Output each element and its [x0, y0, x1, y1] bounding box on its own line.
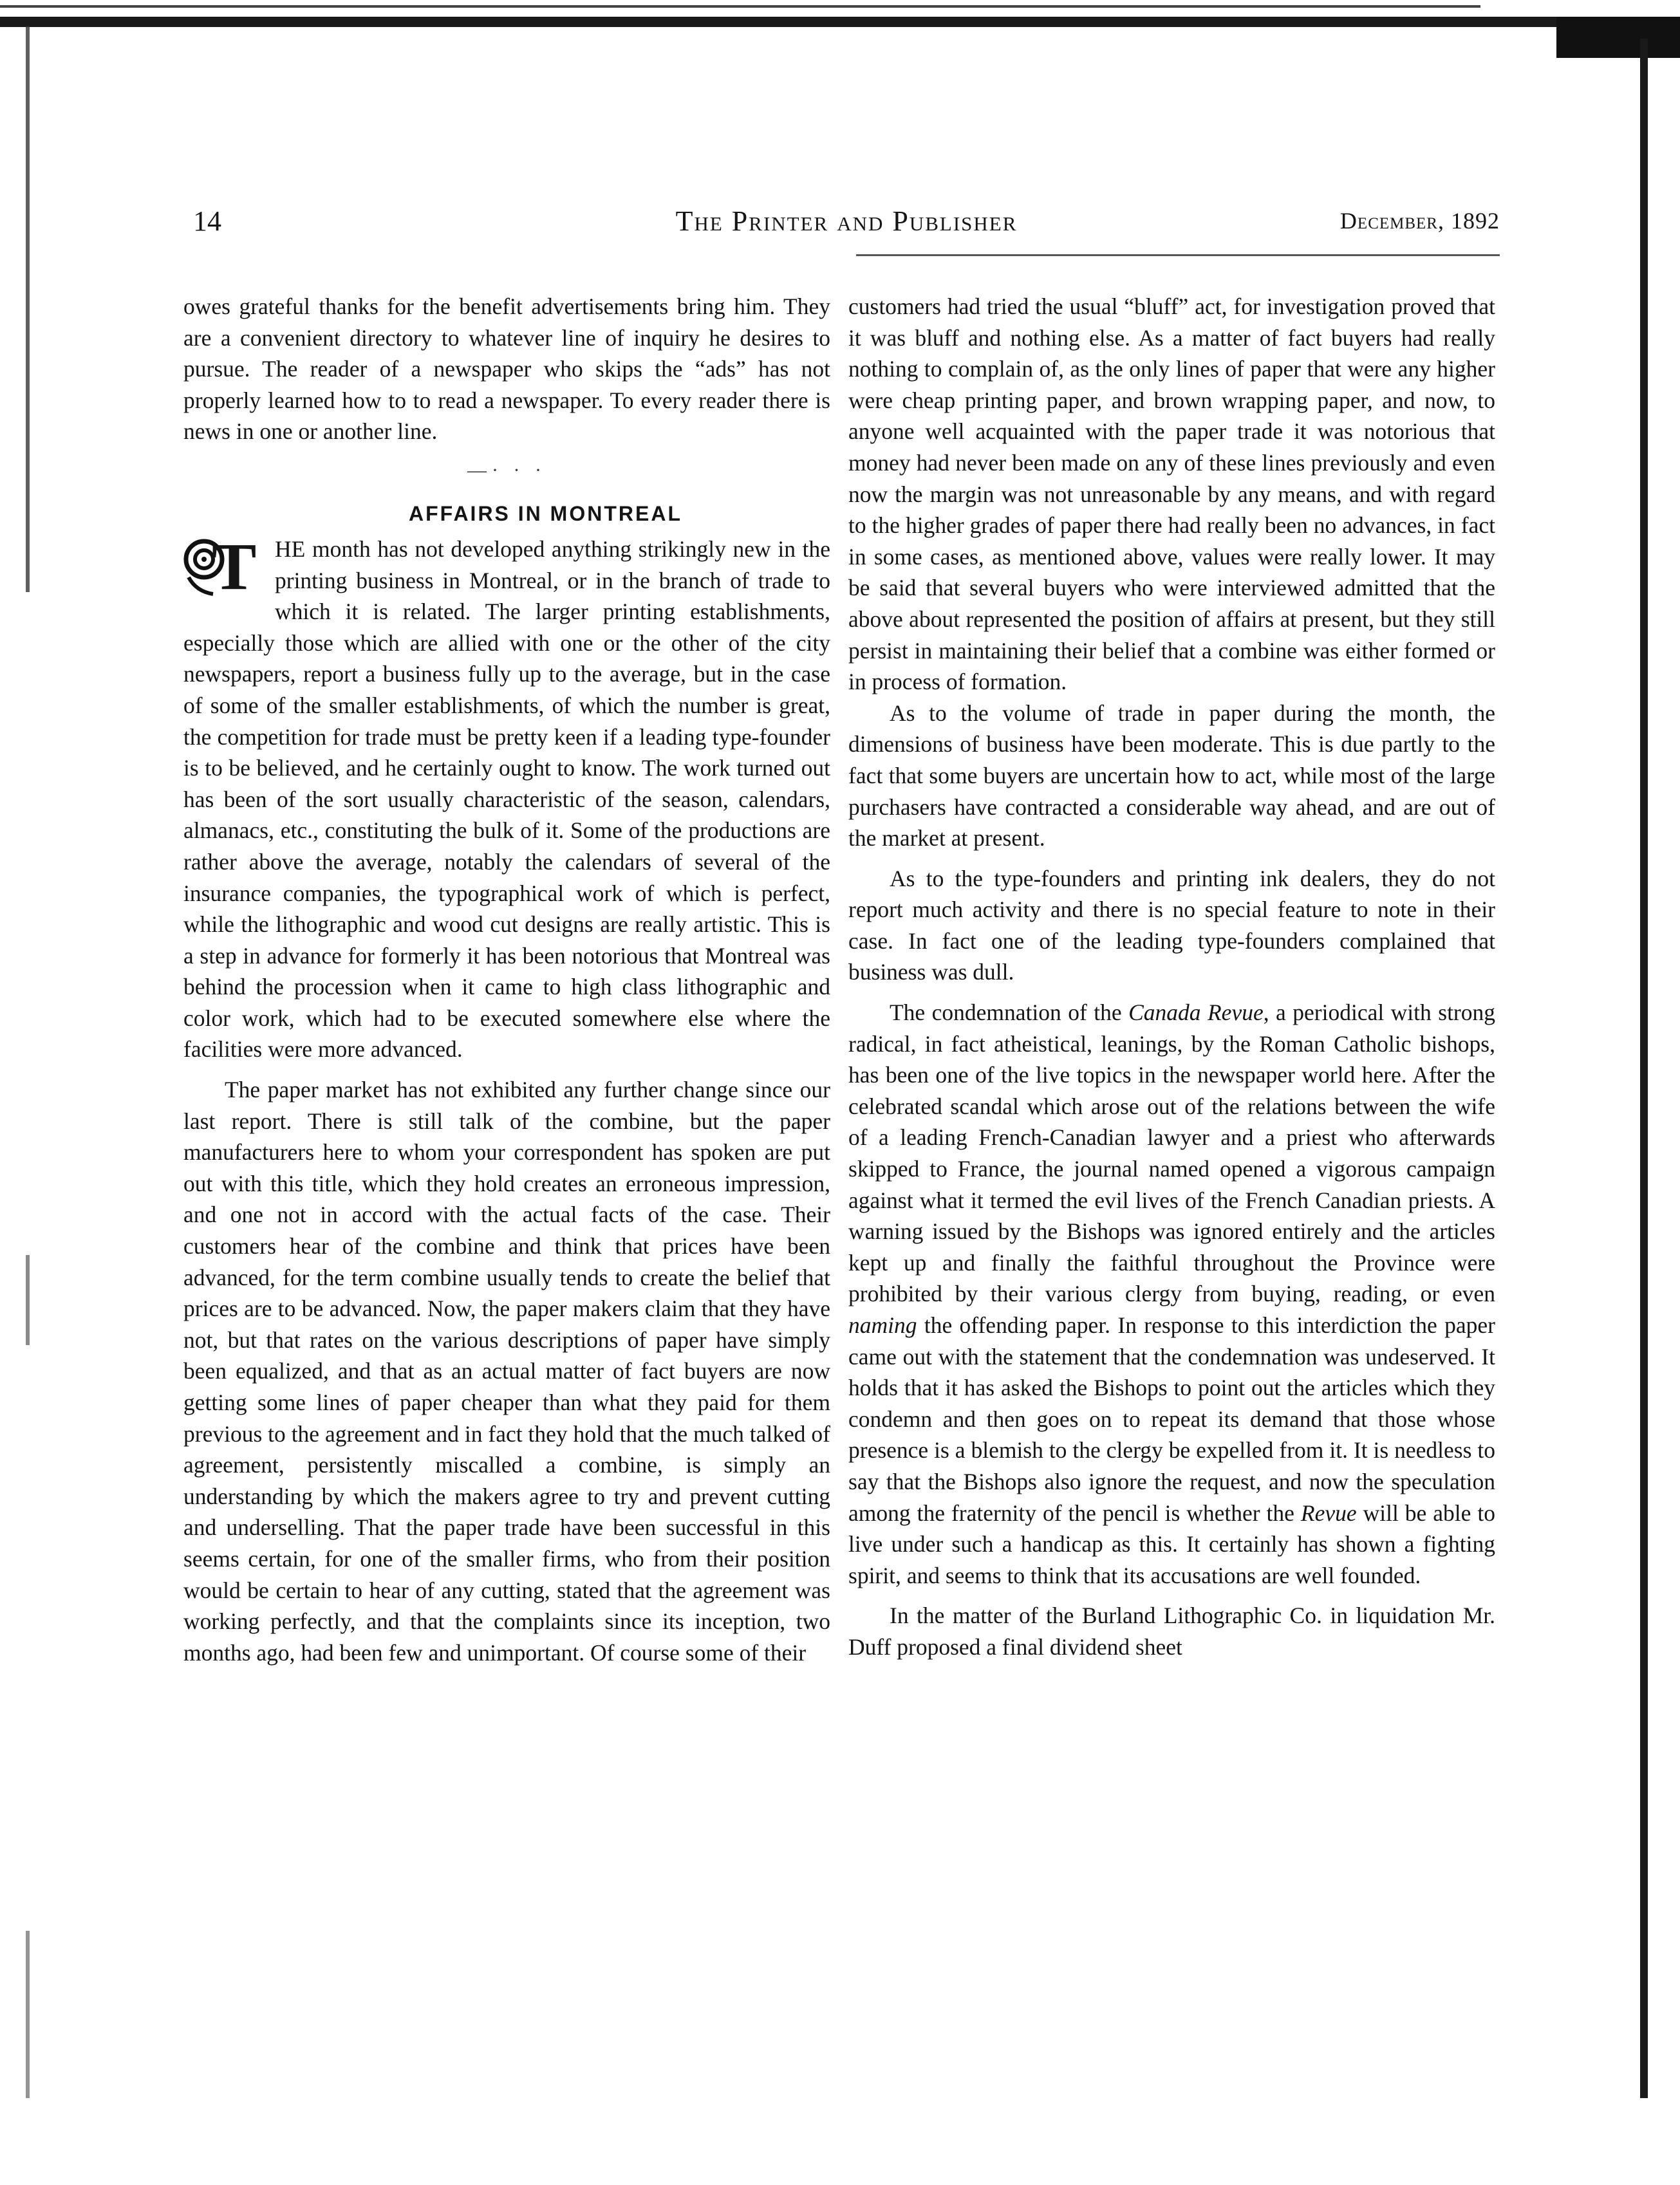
paragraph-text: will be able to live under such a handicap as this. It certainly has shown a fighting spirit, and seems to think that its accusations are well founded.	[848, 1500, 1495, 1588]
emphasis-text: naming	[848, 1312, 917, 1338]
section-break: —· · ·	[467, 459, 546, 481]
lead-in-text: HE	[275, 535, 306, 562]
article-heading: AFFAIRS IN MONTREAL	[409, 501, 682, 525]
right-column	[848, 291, 1495, 1663]
paragraph-text: , a periodical with strong radical, in fact atheistical, leanings, by the Roman Catholic bishops, has been one of the live topics in the newspaper world here. After the celebrated scandal which arose out of the relations between the wife of a leading French-Canadian lawyer and a priest who afterwards skipped to France, the journal named opened a vigorous campaign against what it termed the evil lives of the French Canadian priests. A warning issued by the Bishops was ignored entirely and the articles kept up and finally the faithful throughout the Province were prohibited by their various clergy from buying, reading, or even	[848, 1000, 1495, 1307]
periodical-title: Canada Revue	[1128, 1000, 1264, 1026]
periodical-title: Revue	[1300, 1500, 1357, 1526]
paragraph-text: The condemnation of the	[890, 1000, 1129, 1026]
scan-left-edge-mark	[26, 1931, 30, 2098]
page-number: 14	[193, 205, 221, 237]
drop-cap-letter: T	[212, 529, 257, 604]
continued-paragraph: owes grateful thanks for the benefit advertisements bring him. They are a convenient directory to whatever line of inquiry he desires to pursue. The reader of a newspaper who skips the “ads” has not properly learned how to to read a newspaper. To every reader there is news in one or another line.	[183, 293, 830, 445]
masthead-title: The Printer and Publisher	[675, 205, 1018, 237]
header-rule	[856, 254, 1500, 256]
paragraph-text: the offending paper. In response to this interdiction the paper came out with the statement that the condemnation was undeserved. It holds that it has asked the Bishops to point out the articles which they condemn and then goes on to repeat its demand that those whose presence is a blemish to the clergy be expelled from it. It is needless to say that the Bishops also ignore the request, and now the speculation among the fraternity of the pencil is whether the	[848, 1312, 1495, 1526]
scan-right-edge-bar	[1556, 17, 1680, 58]
article-paragraph	[183, 529, 830, 1065]
article-paragraph	[848, 997, 1495, 1591]
running-head	[193, 205, 1500, 243]
scan-left-edge-mark	[26, 1255, 30, 1345]
article-paragraph: As to the volume of trade in paper during the month, the dimensions of business have been moderate. This is due partly to the fact that some buyers are uncertain how to act, while most of the large purchasers have contracted a considerable way ahead, and are out of the market at present.	[848, 700, 1495, 851]
paragraph-text: month has not developed anything strikingly new in the printing business in Montreal, or in the branch of trade to which it is related. The larger printing establishments, especially those which are allied with one or the other of the city newspapers, report a business fully up to the average, but in the case of some of the smaller establishments, of which the number is great, the competition for trade must be pretty keen if a leading type-founder is to be believed, and he certainly ought to know. The work turned out has been of the sort usually characteristic of the season, calendars, almanacs, etc., constituting the bulk of it. Some of the productions are rather above the average, notably the calendars of several of the insurance companies, the typographical work of which is perfect, while the lithographic and wood cut designs are really artistic. This is a step in advance for formerly it has been notorious that Montreal was behind the procession when it came to high class lithographic and color work, which had to be executed somewhere else where the facilities were more advanced.	[183, 535, 830, 1063]
left-column	[183, 291, 830, 1668]
ornamental-drop-cap	[183, 529, 266, 604]
scan-right-edge-stem	[1640, 39, 1648, 2098]
continued-paragraph: customers had tried the usual “bluff” act, for investigation proved that it was bluff and nothing else. As a matter of fact buyers had really nothing to complain of, as the only lines of paper that were any higher were cheap printing paper, and brown wrapping paper, and now, to anyone well acquainted with the paper trade it was notorious that money had never been made on any of these lines previously and even now the margin was not unreasonable by any means, and with regard to the higher grades of paper there had really been no advances, in fact in some cases, as mentioned above, values were really lower. It may be said that several buyers who were interviewed admitted that the above about represented the position of affairs at present, but they still persist in maintaining their belief that a combine was either formed or in process of formation.	[848, 293, 1495, 695]
scan-top-thin-rule	[0, 5, 1480, 8]
article-paragraph: In the matter of the Burland Lithographic Co. in liquidation Mr. Duff proposed a final dividend sheet	[848, 1603, 1495, 1660]
scan-left-edge-mark	[26, 26, 30, 592]
scan-top-rule	[0, 17, 1558, 27]
issue-date: December, 1892	[1339, 208, 1500, 234]
article-paragraph: The paper market has not exhibited any further change since our last report. There is still talk of the combine, but the paper manufacturers here to whom your correspondent has spoken are put out with this title, which they hold creates an erroneous impression, and one not in accord with the actual facts of the case. Their customers hear of the combine and think that prices have been advanced, for the term combine usually tends to create the belief that prices are to be advanced. Now, the paper makers claim that they have not, but that rates on the various descriptions of paper have simply been equalized, and that as an actual matter of fact buyers are now getting some lines of paper cheaper than what they paid for them previous to the agreement and in fact they hold that the much talked of agreement, persistently miscalled a combine, is simply an understanding by which the makers agree to try and prevent cutting and underselling. That the paper trade have been successful in this seems certain, for one of the smaller firms, who from their position would be certain to hear of any cutting, stated that the agreement was working perfectly, and that the complaints since its inception, two months ago, had been few and unimportant. Of course some of their	[183, 1077, 830, 1666]
article-paragraph: As to the type-founders and printing ink dealers, they do not report much activity and there is no special feature to note in their case. In fact one of the leading type-founders complained that business was dull.	[848, 865, 1495, 985]
